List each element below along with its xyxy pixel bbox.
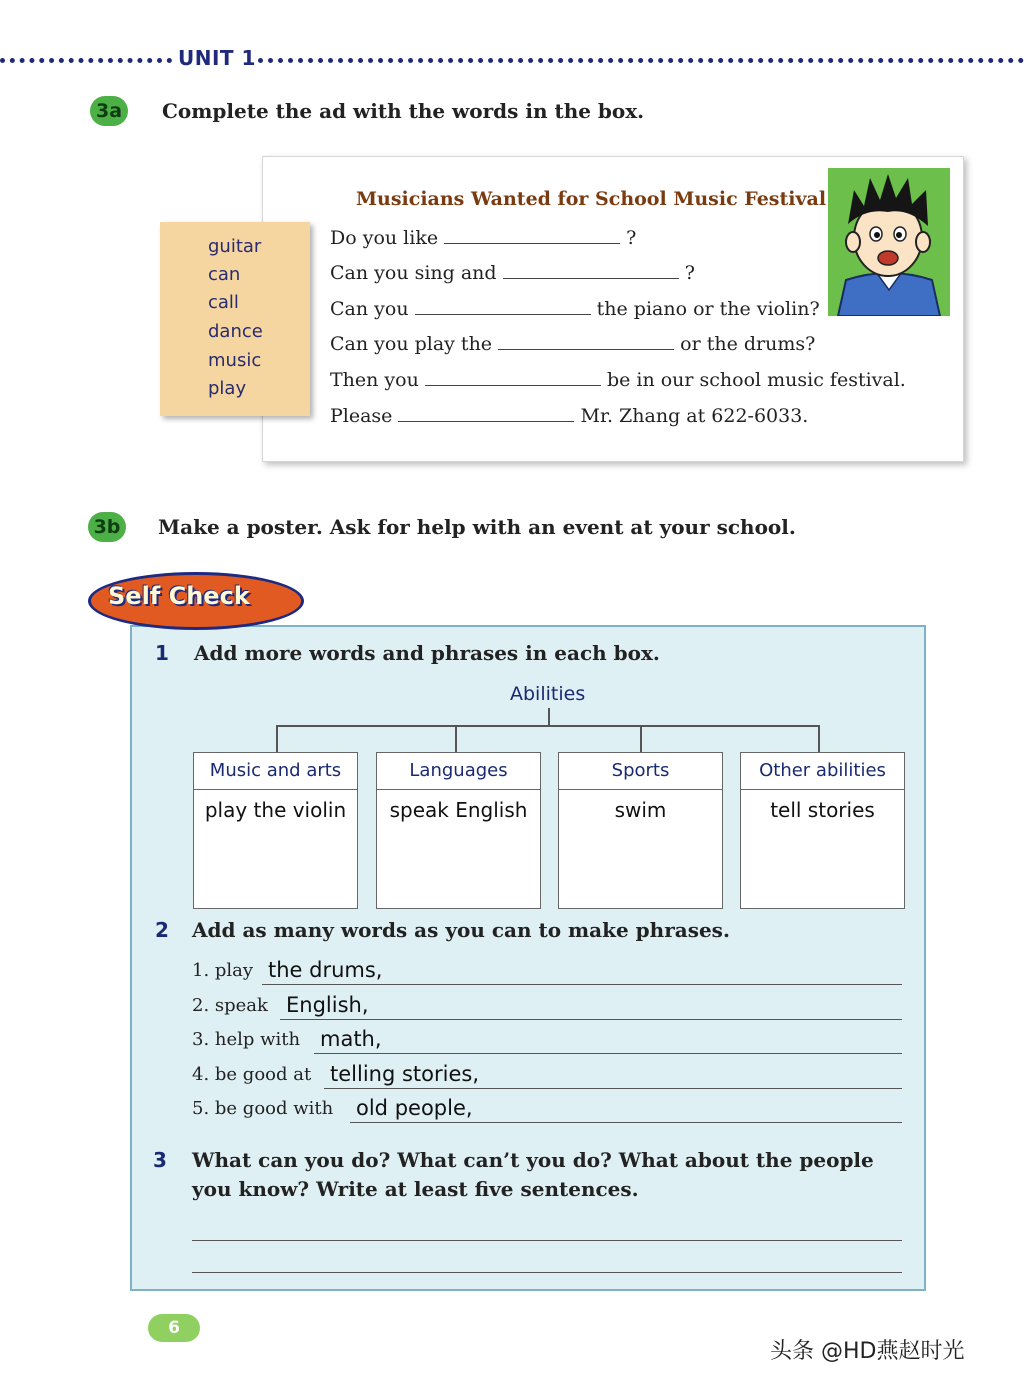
- phrase-answer: English,: [286, 993, 369, 1017]
- tree-branch: [455, 725, 457, 752]
- ad-blank[interactable]: [444, 225, 620, 244]
- ad-line-1: [330, 225, 636, 249]
- boy-icon: [828, 168, 950, 316]
- word-box-item: dance: [208, 321, 263, 342]
- exercise-3b-badge: 3b: [88, 512, 126, 542]
- ad-blank[interactable]: [398, 403, 574, 422]
- ad-line-5: [330, 367, 906, 391]
- phrase-label: 1. play: [192, 960, 254, 981]
- question-1-number: 1: [155, 641, 169, 665]
- ad-line-text: Do you like: [330, 227, 439, 249]
- exercise-3a-instruction: Complete the ad with the words in the box.: [162, 99, 645, 123]
- question-3-text-line-2: you know? Write at least five sentences.: [192, 1177, 639, 1201]
- ad-line-text: Can you sing and: [330, 262, 497, 284]
- category-heading: Languages: [377, 753, 540, 790]
- ad-line-text: Can you play the: [330, 333, 493, 355]
- page-number: 6: [148, 1314, 200, 1342]
- exercise-3b-instruction: Make a poster. Ask for help with an event at your school.: [158, 515, 796, 539]
- abilities-root-label: Abilities: [510, 683, 586, 705]
- ad-line-text: ?: [626, 227, 637, 249]
- phrase-answer: old people,: [356, 1096, 473, 1120]
- watermark: 头条 @HD燕赵时光: [770, 1339, 965, 1364]
- phrase-line[interactable]: [262, 984, 902, 985]
- category-heading: Music and arts: [194, 753, 357, 790]
- ad-line-text: be in our school music festival.: [606, 369, 906, 391]
- phrase-line[interactable]: [324, 1088, 902, 1089]
- word-box: [160, 222, 310, 416]
- question-1-text: Add more words and phrases in each box.: [194, 641, 660, 665]
- tree-branch: [276, 725, 278, 752]
- dotted-rule-right: [258, 58, 1024, 63]
- phrase-answer: telling stories,: [330, 1062, 479, 1086]
- ad-line-text: the piano or the violin?: [596, 298, 820, 320]
- category-example: swim: [614, 798, 667, 822]
- ad-line-text: ?: [684, 262, 695, 284]
- tree-branch: [640, 725, 642, 752]
- word-box-item: can: [208, 264, 241, 285]
- ad-title: Musicians Wanted for School Music Festival: [356, 188, 827, 210]
- question-3-text-line-1: What can you do? What can’t you do? What about the people: [192, 1148, 874, 1172]
- ad-line-6: [330, 403, 808, 427]
- ad-blank[interactable]: [503, 260, 679, 279]
- unit-header: [0, 44, 1024, 76]
- unit-title: UNIT 1: [178, 46, 256, 70]
- ad-line-text: Then you: [330, 369, 419, 391]
- category-box-other-abilities[interactable]: [740, 752, 905, 909]
- ad-line-text: Mr. Zhang at 622-6033.: [580, 405, 809, 427]
- word-box-item: call: [208, 292, 239, 313]
- category-heading: Sports: [559, 753, 722, 790]
- ad-blank[interactable]: [425, 367, 601, 386]
- phrase-line[interactable]: [314, 1053, 902, 1054]
- word-box-item: play: [208, 378, 247, 399]
- word-box-item: music: [208, 350, 262, 371]
- phrase-line[interactable]: [350, 1122, 902, 1123]
- tree-bar: [276, 725, 820, 727]
- phrase-answer: the drums,: [268, 958, 383, 982]
- category-box-languages[interactable]: [376, 752, 541, 909]
- category-box-sports[interactable]: [558, 752, 723, 909]
- ad-line-text: or the drums?: [680, 333, 816, 355]
- phrase-answer: math,: [320, 1027, 382, 1051]
- question-2-number: 2: [155, 918, 169, 942]
- ad-line-3: [330, 296, 820, 320]
- exercise-3a-badge: 3a: [90, 96, 128, 126]
- ad-line-2: [330, 260, 695, 284]
- writing-line[interactable]: [192, 1272, 902, 1273]
- category-example: play the violin: [204, 798, 347, 822]
- ad-line-4: [330, 331, 815, 355]
- category-example: tell stories: [770, 798, 875, 822]
- question-3-number: 3: [153, 1148, 167, 1172]
- tree-branch: [818, 725, 820, 752]
- ad-line-text: Please: [330, 405, 393, 427]
- question-2-text: Add as many words as you can to make phrases.: [192, 918, 730, 942]
- category-box-music-arts[interactable]: [193, 752, 358, 909]
- phrase-line[interactable]: [280, 1019, 902, 1020]
- phrase-label: 3. help with: [192, 1029, 301, 1050]
- tree-stem: [548, 708, 550, 726]
- boy-illustration: [828, 168, 950, 316]
- ad-blank[interactable]: [498, 331, 674, 350]
- dotted-rule-left: [0, 58, 172, 63]
- self-check-title: Self Check: [108, 582, 250, 610]
- phrase-label: 5. be good with: [192, 1098, 334, 1119]
- phrase-label: 4. be good at: [192, 1064, 312, 1085]
- word-box-item: guitar: [208, 236, 262, 257]
- category-example: speak English: [389, 798, 528, 822]
- category-heading: Other abilities: [741, 753, 904, 790]
- writing-line[interactable]: [192, 1240, 902, 1241]
- ad-blank[interactable]: [415, 296, 591, 315]
- phrase-label: 2. speak: [192, 995, 268, 1016]
- ad-line-text: Can you: [330, 298, 409, 320]
